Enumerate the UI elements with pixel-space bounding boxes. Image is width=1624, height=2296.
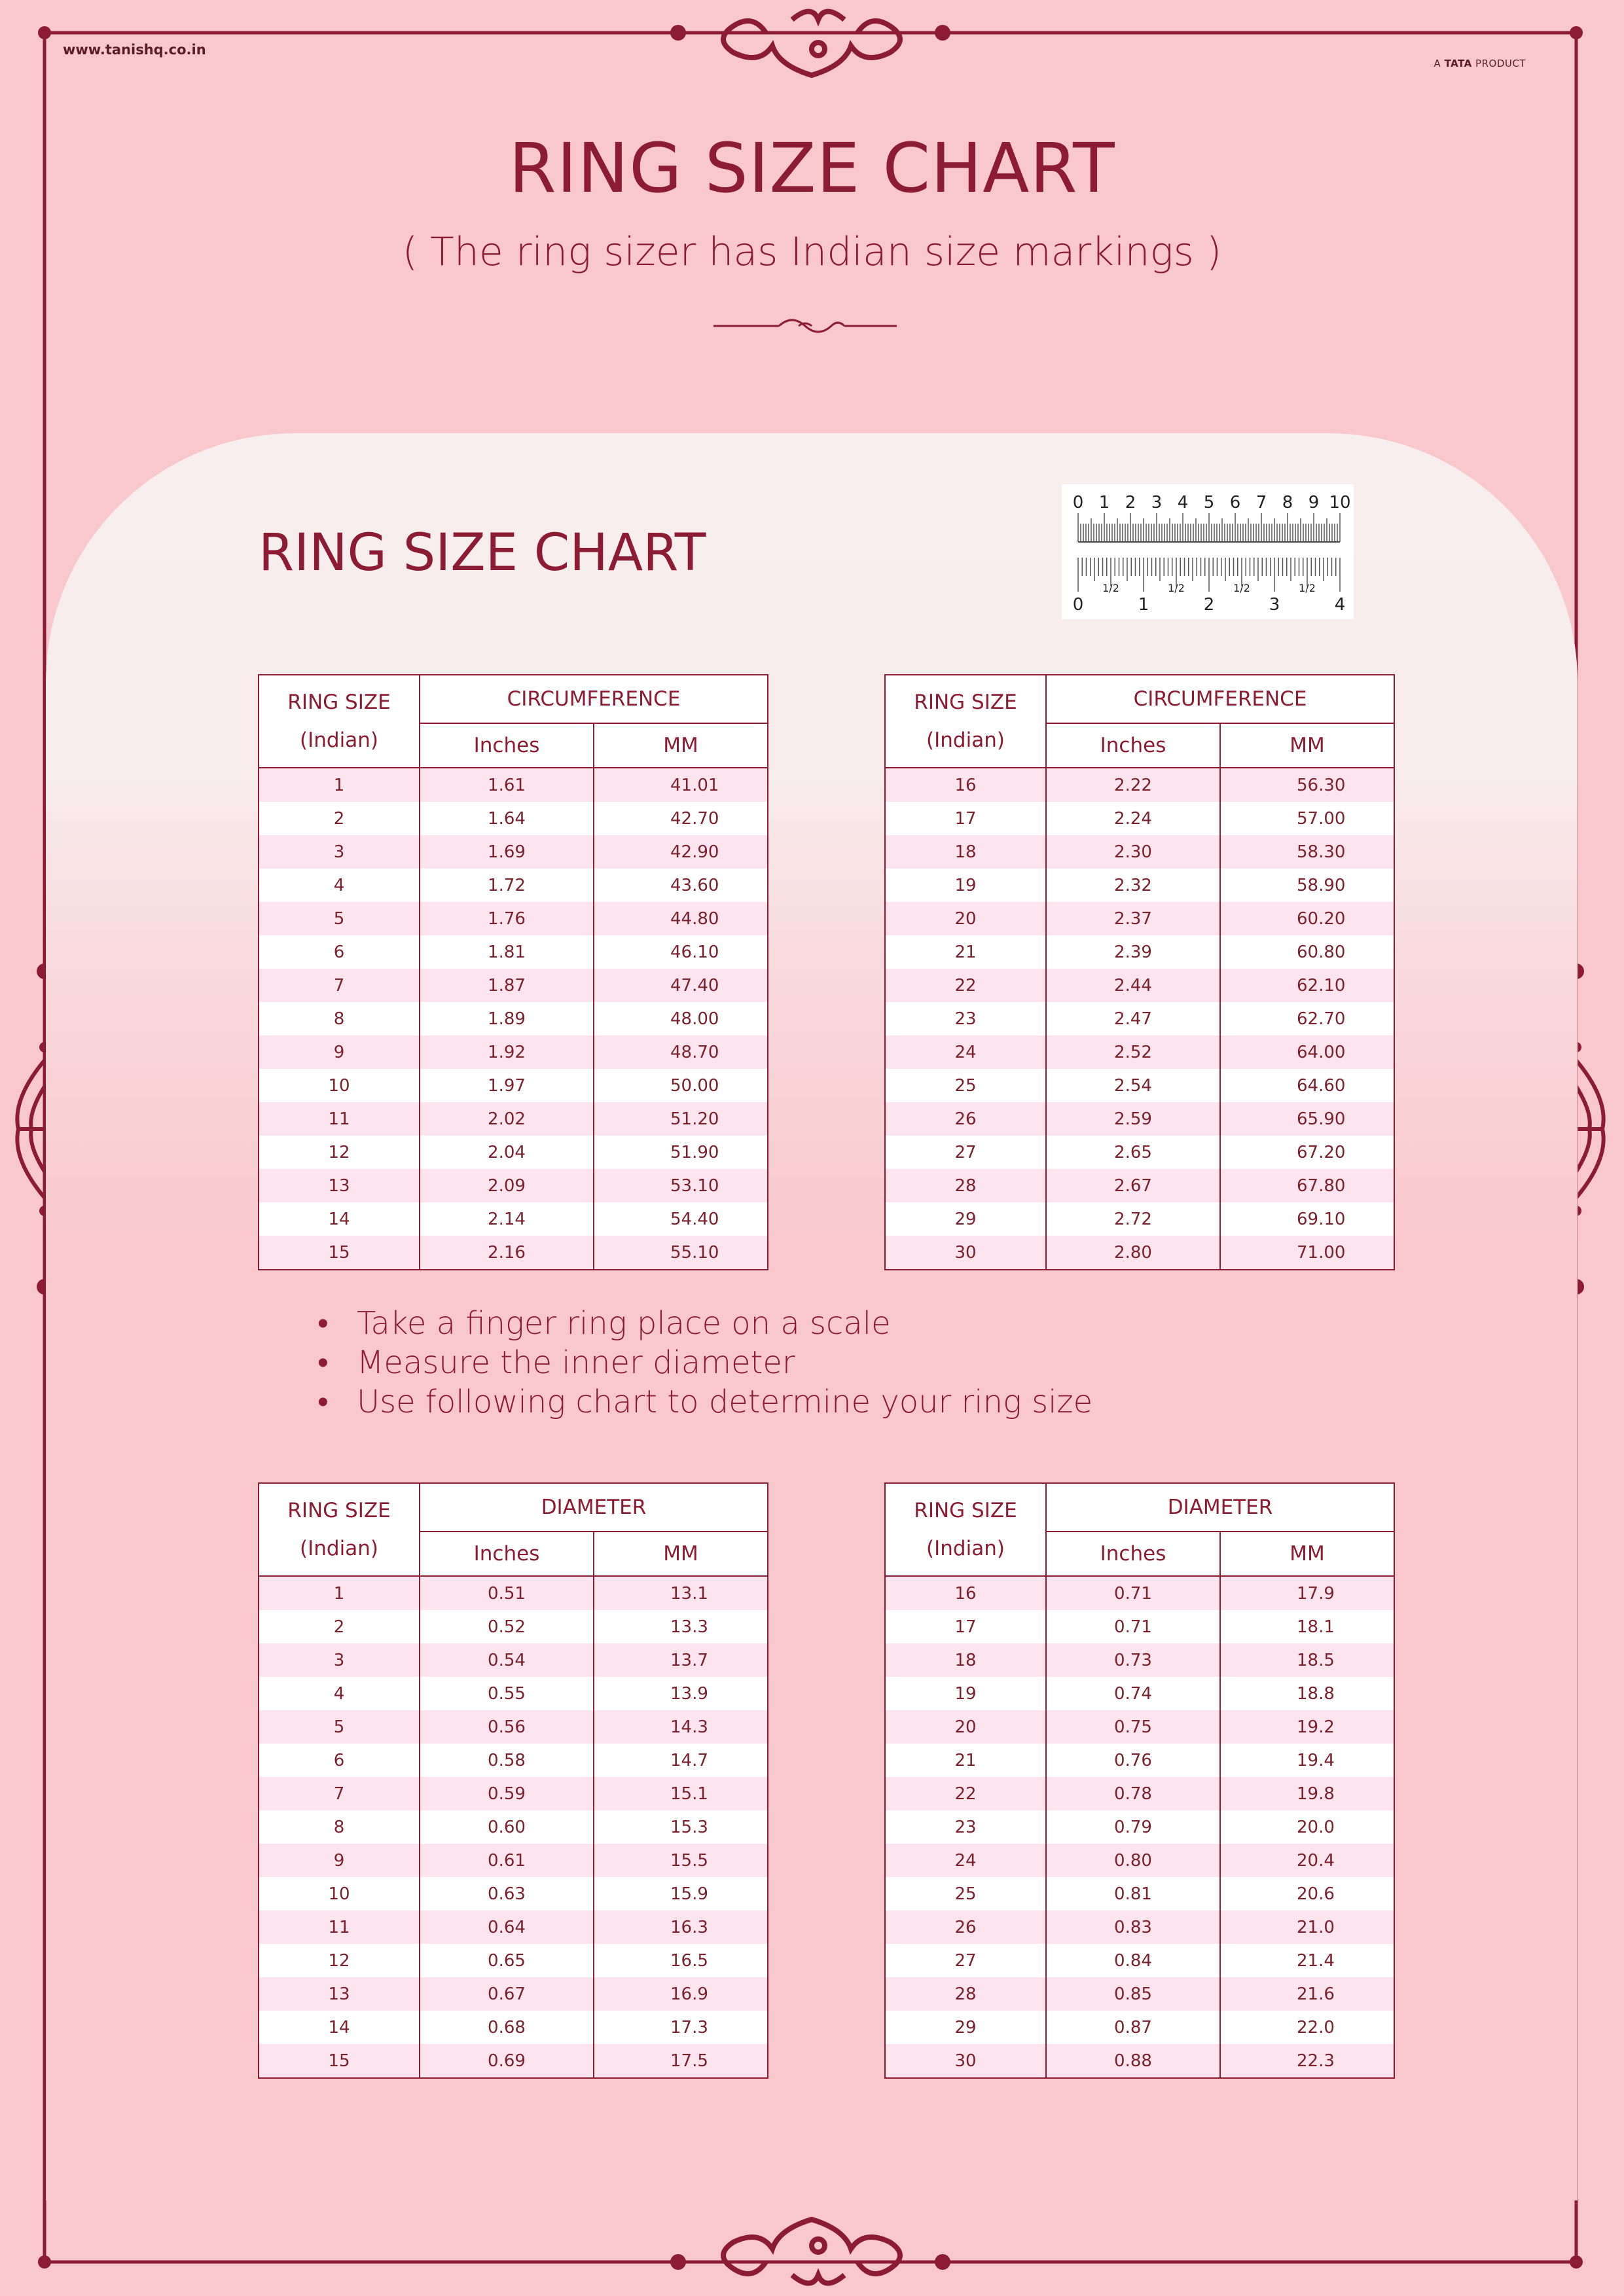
size-cell: 13 bbox=[259, 1169, 420, 1202]
table-row bbox=[885, 835, 1394, 869]
inches-cell: 0.71 bbox=[1046, 1576, 1220, 1610]
mm-cell: 19.4 bbox=[1220, 1744, 1394, 1777]
inches-cell: 2.54 bbox=[1046, 1069, 1220, 1102]
inches-cell: 0.59 bbox=[420, 1777, 594, 1810]
mm-cell: 50.00 bbox=[594, 1069, 768, 1102]
inches-cell: 0.69 bbox=[420, 2044, 594, 2078]
size-cell: 2 bbox=[259, 1610, 420, 1643]
inches-cell: 2.32 bbox=[1046, 869, 1220, 902]
table-row bbox=[259, 1169, 768, 1202]
mm-cell: 51.90 bbox=[594, 1136, 768, 1169]
website-url[interactable]: www.tanishq.co.in bbox=[63, 42, 206, 58]
table-row bbox=[885, 1035, 1394, 1069]
table-row bbox=[885, 1102, 1394, 1136]
circumference-table-right bbox=[884, 674, 1395, 1270]
table-row bbox=[885, 1169, 1394, 1202]
mm-header: MM bbox=[594, 1532, 768, 1576]
table-row bbox=[885, 2044, 1394, 2078]
size-cell: 19 bbox=[885, 869, 1046, 902]
size-cell: 11 bbox=[259, 1102, 420, 1136]
table-row bbox=[885, 1744, 1394, 1777]
table-row bbox=[259, 2044, 768, 2078]
mm-cell: 42.90 bbox=[594, 835, 768, 869]
mm-cell: 15.5 bbox=[594, 1844, 768, 1877]
size-cell: 16 bbox=[885, 1576, 1046, 1610]
size-cell: 29 bbox=[885, 1202, 1046, 1236]
inches-cell: 0.58 bbox=[420, 1744, 594, 1777]
ring-size-header: RING SIZE (Indian) bbox=[259, 675, 420, 768]
inches-cell: 0.79 bbox=[1046, 1810, 1220, 1844]
mm-cell: 19.2 bbox=[1220, 1710, 1394, 1744]
size-cell: 9 bbox=[259, 1035, 420, 1069]
size-cell: 24 bbox=[885, 1844, 1046, 1877]
mm-cell: 16.3 bbox=[594, 1910, 768, 1944]
table-row bbox=[259, 1069, 768, 1102]
mm-cell: 71.00 bbox=[1220, 1236, 1394, 1270]
ring-size-header: RING SIZE (Indian) bbox=[885, 1483, 1046, 1576]
size-cell: 8 bbox=[259, 1002, 420, 1035]
table-row bbox=[259, 869, 768, 902]
mm-header: MM bbox=[1220, 1532, 1394, 1576]
mm-cell: 62.10 bbox=[1220, 969, 1394, 1002]
title-flourish-icon bbox=[713, 320, 897, 332]
mm-cell: 15.3 bbox=[594, 1810, 768, 1844]
table-row bbox=[885, 935, 1394, 969]
size-cell: 22 bbox=[885, 969, 1046, 1002]
mm-cell: 17.9 bbox=[1220, 1576, 1394, 1610]
table-row bbox=[259, 1710, 768, 1744]
table-row bbox=[885, 1002, 1394, 1035]
size-cell: 25 bbox=[885, 1069, 1046, 1102]
inches-header: Inches bbox=[420, 1532, 594, 1576]
inches-cell: 1.87 bbox=[420, 969, 594, 1002]
inches-cell: 0.61 bbox=[420, 1844, 594, 1877]
size-cell: 12 bbox=[259, 1944, 420, 1977]
table-row bbox=[259, 1136, 768, 1169]
instruction-item: • Take a finger ring place on a scale bbox=[317, 1304, 1092, 1343]
inches-cell: 0.73 bbox=[1046, 1643, 1220, 1677]
inches-cell: 0.83 bbox=[1046, 1910, 1220, 1944]
size-cell: 5 bbox=[259, 902, 420, 935]
table-row bbox=[885, 1844, 1394, 1877]
inches-cell: 0.56 bbox=[420, 1710, 594, 1744]
inches-cell: 2.65 bbox=[1046, 1136, 1220, 1169]
ring-size-header: RING SIZE (Indian) bbox=[259, 1483, 420, 1576]
mm-cell: 15.9 bbox=[594, 1877, 768, 1910]
size-cell: 14 bbox=[259, 2011, 420, 2044]
ring-size-header: RING SIZE (Indian) bbox=[885, 675, 1046, 768]
mm-cell: 17.5 bbox=[594, 2044, 768, 2078]
size-cell: 20 bbox=[885, 902, 1046, 935]
inches-cell: 0.84 bbox=[1046, 1944, 1220, 1977]
top-ornament-icon bbox=[723, 12, 900, 76]
size-cell: 16 bbox=[885, 768, 1046, 802]
inches-cell: 0.74 bbox=[1046, 1677, 1220, 1710]
table-row bbox=[259, 1877, 768, 1910]
table-row bbox=[259, 1610, 768, 1643]
table-row bbox=[885, 1944, 1394, 1977]
diameter-header: DIAMETER bbox=[420, 1483, 768, 1532]
ruler-half-label: 1/2 bbox=[1168, 582, 1185, 594]
inches-cell: 2.24 bbox=[1046, 802, 1220, 835]
mm-cell: 20.0 bbox=[1220, 1810, 1394, 1844]
inches-cell: 2.59 bbox=[1046, 1102, 1220, 1136]
table-row bbox=[885, 2011, 1394, 2044]
table-row bbox=[259, 1102, 768, 1136]
inches-cell: 1.81 bbox=[420, 935, 594, 969]
circumference-header: CIRCUMFERENCE bbox=[1046, 675, 1394, 723]
size-cell: 28 bbox=[885, 1169, 1046, 1202]
mm-cell: 48.70 bbox=[594, 1035, 768, 1069]
diameter-table-right bbox=[884, 1482, 1395, 2079]
inches-header: Inches bbox=[1046, 1532, 1220, 1576]
inches-cell: 1.92 bbox=[420, 1035, 594, 1069]
size-cell: 7 bbox=[259, 1777, 420, 1810]
inches-cell: 2.04 bbox=[420, 1136, 594, 1169]
mm-header: MM bbox=[1220, 723, 1394, 768]
mm-cell: 13.3 bbox=[594, 1610, 768, 1643]
inches-cell: 0.68 bbox=[420, 2011, 594, 2044]
size-cell: 6 bbox=[259, 1744, 420, 1777]
panel-title: RING SIZE CHART bbox=[259, 524, 706, 583]
inches-cell: 0.52 bbox=[420, 1610, 594, 1643]
mm-cell: 67.80 bbox=[1220, 1169, 1394, 1202]
inches-cell: 2.14 bbox=[420, 1202, 594, 1236]
size-cell: 23 bbox=[885, 1810, 1046, 1844]
mm-cell: 18.1 bbox=[1220, 1610, 1394, 1643]
inches-cell: 2.22 bbox=[1046, 768, 1220, 802]
table-row bbox=[259, 1202, 768, 1236]
table-row bbox=[259, 2011, 768, 2044]
mm-cell: 64.00 bbox=[1220, 1035, 1394, 1069]
table-row bbox=[885, 902, 1394, 935]
size-cell: 23 bbox=[885, 1002, 1046, 1035]
inches-cell: 2.16 bbox=[420, 1236, 594, 1270]
mm-cell: 22.3 bbox=[1220, 2044, 1394, 2078]
mm-cell: 17.3 bbox=[594, 2011, 768, 2044]
mm-cell: 60.80 bbox=[1220, 935, 1394, 969]
table-row bbox=[885, 768, 1394, 802]
ruler-mm-label: 9 bbox=[1308, 493, 1320, 512]
size-cell: 6 bbox=[259, 935, 420, 969]
inches-cell: 0.64 bbox=[420, 1910, 594, 1944]
size-cell: 15 bbox=[259, 1236, 420, 1270]
ruler-inch-label: 1 bbox=[1138, 595, 1149, 615]
size-cell: 1 bbox=[259, 768, 420, 802]
mm-cell: 64.60 bbox=[1220, 1069, 1394, 1102]
inches-cell: 2.72 bbox=[1046, 1202, 1220, 1236]
inches-cell: 0.67 bbox=[420, 1977, 594, 2011]
size-cell: 7 bbox=[259, 969, 420, 1002]
mm-cell: 20.4 bbox=[1220, 1844, 1394, 1877]
size-cell: 24 bbox=[885, 1035, 1046, 1069]
mm-cell: 22.0 bbox=[1220, 2011, 1394, 2044]
ruler-mm-label: 10 bbox=[1329, 493, 1351, 512]
mm-cell: 16.9 bbox=[594, 1977, 768, 2011]
size-cell: 20 bbox=[885, 1710, 1046, 1744]
mm-cell: 58.90 bbox=[1220, 869, 1394, 902]
size-cell: 30 bbox=[885, 2044, 1046, 2078]
mm-cell: 55.10 bbox=[594, 1236, 768, 1270]
inches-cell: 0.88 bbox=[1046, 2044, 1220, 2078]
inches-cell: 2.09 bbox=[420, 1169, 594, 1202]
ruler-half-label: 1/2 bbox=[1299, 582, 1316, 594]
circumference-header: CIRCUMFERENCE bbox=[420, 675, 768, 723]
mm-cell: 57.00 bbox=[1220, 802, 1394, 835]
page-title: RING SIZE CHART bbox=[509, 128, 1115, 208]
size-cell: 30 bbox=[885, 1236, 1046, 1270]
size-cell: 10 bbox=[259, 1069, 420, 1102]
size-cell: 4 bbox=[259, 869, 420, 902]
table-row bbox=[259, 1744, 768, 1777]
size-cell: 4 bbox=[259, 1677, 420, 1710]
inches-cell: 0.87 bbox=[1046, 2011, 1220, 2044]
inches-cell: 2.37 bbox=[1046, 902, 1220, 935]
size-cell: 22 bbox=[885, 1777, 1046, 1810]
mm-cell: 44.80 bbox=[594, 902, 768, 935]
table-row bbox=[259, 1944, 768, 1977]
ruler-inch-label: 0 bbox=[1072, 595, 1084, 615]
table-row bbox=[885, 869, 1394, 902]
size-cell: 3 bbox=[259, 1643, 420, 1677]
inches-header: Inches bbox=[420, 723, 594, 768]
size-cell: 17 bbox=[885, 1610, 1046, 1643]
mm-cell: 14.7 bbox=[594, 1744, 768, 1777]
inches-cell: 0.85 bbox=[1046, 1977, 1220, 2011]
table-row bbox=[885, 1910, 1394, 1944]
mm-cell: 62.70 bbox=[1220, 1002, 1394, 1035]
table-row bbox=[885, 1610, 1394, 1643]
table-row bbox=[259, 1002, 768, 1035]
ruler-mm-label: 8 bbox=[1282, 493, 1293, 512]
bottom-ornament-icon bbox=[723, 2219, 900, 2284]
inches-cell: 0.60 bbox=[420, 1810, 594, 1844]
table-row bbox=[259, 768, 768, 802]
inches-cell: 2.47 bbox=[1046, 1002, 1220, 1035]
mm-cell: 69.10 bbox=[1220, 1202, 1394, 1236]
mm-cell: 42.70 bbox=[594, 802, 768, 835]
inches-cell: 2.44 bbox=[1046, 969, 1220, 1002]
table-row bbox=[885, 1643, 1394, 1677]
table-row bbox=[259, 1844, 768, 1877]
table-row bbox=[885, 1202, 1394, 1236]
mm-cell: 54.40 bbox=[594, 1202, 768, 1236]
size-cell: 19 bbox=[885, 1677, 1046, 1710]
mm-cell: 21.0 bbox=[1220, 1910, 1394, 1944]
instruction-item: • Use following chart to determine your ring size bbox=[317, 1382, 1092, 1422]
size-cell: 5 bbox=[259, 1710, 420, 1744]
mm-cell: 58.30 bbox=[1220, 835, 1394, 869]
mm-cell: 13.7 bbox=[594, 1643, 768, 1677]
inches-cell: 2.52 bbox=[1046, 1035, 1220, 1069]
inches-cell: 1.97 bbox=[420, 1069, 594, 1102]
mm-cell: 21.4 bbox=[1220, 1944, 1394, 1977]
inches-cell: 0.65 bbox=[420, 1944, 594, 1977]
diameter-header: DIAMETER bbox=[1046, 1483, 1394, 1532]
size-cell: 2 bbox=[259, 802, 420, 835]
mm-cell: 53.10 bbox=[594, 1169, 768, 1202]
table-row bbox=[885, 1810, 1394, 1844]
inches-cell: 0.78 bbox=[1046, 1777, 1220, 1810]
table-row bbox=[259, 1810, 768, 1844]
ruler-mm-label: 6 bbox=[1229, 493, 1241, 512]
size-cell: 29 bbox=[885, 2011, 1046, 2044]
size-cell: 27 bbox=[885, 1136, 1046, 1169]
inches-cell: 1.64 bbox=[420, 802, 594, 835]
size-cell: 9 bbox=[259, 1844, 420, 1877]
table-row bbox=[885, 1136, 1394, 1169]
table-row bbox=[885, 1069, 1394, 1102]
mm-cell: 16.5 bbox=[594, 1944, 768, 1977]
size-cell: 18 bbox=[885, 1643, 1046, 1677]
mm-cell: 18.5 bbox=[1220, 1643, 1394, 1677]
size-cell: 27 bbox=[885, 1944, 1046, 1977]
table-row bbox=[259, 802, 768, 835]
inches-header: Inches bbox=[1046, 723, 1220, 768]
inches-cell: 1.69 bbox=[420, 835, 594, 869]
ruler-mm-label: 7 bbox=[1255, 493, 1267, 512]
inches-cell: 1.72 bbox=[420, 869, 594, 902]
mm-cell: 65.90 bbox=[1220, 1102, 1394, 1136]
inches-cell: 0.54 bbox=[420, 1643, 594, 1677]
inches-cell: 1.76 bbox=[420, 902, 594, 935]
size-cell: 25 bbox=[885, 1877, 1046, 1910]
ruler-mm-label: 3 bbox=[1151, 493, 1163, 512]
size-cell: 11 bbox=[259, 1910, 420, 1944]
brand-tag: A TATA PRODUCT bbox=[1434, 58, 1526, 69]
table-row bbox=[259, 1035, 768, 1069]
size-cell: 18 bbox=[885, 835, 1046, 869]
inches-cell: 0.63 bbox=[420, 1877, 594, 1910]
size-cell: 1 bbox=[259, 1576, 420, 1610]
inches-cell: 0.80 bbox=[1046, 1844, 1220, 1877]
table-row bbox=[259, 1777, 768, 1810]
ruler-mm-label: 5 bbox=[1203, 493, 1215, 512]
ruler-mm-label: 2 bbox=[1125, 493, 1136, 512]
size-cell: 26 bbox=[885, 1102, 1046, 1136]
mm-cell: 67.20 bbox=[1220, 1136, 1394, 1169]
size-cell: 14 bbox=[259, 1202, 420, 1236]
instruction-item: • Measure the inner diameter bbox=[317, 1343, 1092, 1382]
inches-cell: 2.30 bbox=[1046, 835, 1220, 869]
inches-cell: 2.67 bbox=[1046, 1169, 1220, 1202]
mm-cell: 51.20 bbox=[594, 1102, 768, 1136]
inches-cell: 0.76 bbox=[1046, 1744, 1220, 1777]
size-cell: 12 bbox=[259, 1136, 420, 1169]
table-row bbox=[259, 935, 768, 969]
size-cell: 26 bbox=[885, 1910, 1046, 1944]
circumference-table-left bbox=[258, 674, 768, 1270]
size-cell: 17 bbox=[885, 802, 1046, 835]
table-row bbox=[885, 1777, 1394, 1810]
inches-cell: 2.02 bbox=[420, 1102, 594, 1136]
size-cell: 15 bbox=[259, 2044, 420, 2078]
ruler-mm-label: 1 bbox=[1098, 493, 1110, 512]
ruler-half-label: 1/2 bbox=[1233, 582, 1250, 594]
mm-cell: 20.6 bbox=[1220, 1877, 1394, 1910]
mm-cell: 46.10 bbox=[594, 935, 768, 969]
mm-cell: 14.3 bbox=[594, 1710, 768, 1744]
table-row bbox=[259, 1910, 768, 1944]
table-row bbox=[885, 1677, 1394, 1710]
table-row bbox=[885, 1977, 1394, 2011]
size-cell: 21 bbox=[885, 1744, 1046, 1777]
mm-cell: 47.40 bbox=[594, 969, 768, 1002]
inches-cell: 2.80 bbox=[1046, 1236, 1220, 1270]
ruler-inch-label: 3 bbox=[1269, 595, 1280, 615]
mm-cell: 21.6 bbox=[1220, 1977, 1394, 2011]
size-cell: 8 bbox=[259, 1810, 420, 1844]
mm-cell: 60.20 bbox=[1220, 902, 1394, 935]
size-cell: 21 bbox=[885, 935, 1046, 969]
table-row bbox=[885, 969, 1394, 1002]
page-subtitle: ( The ring sizer has Indian size markings ) bbox=[402, 229, 1222, 275]
inches-cell: 0.75 bbox=[1046, 1710, 1220, 1744]
size-cell: 13 bbox=[259, 1977, 420, 2011]
inches-cell: 1.89 bbox=[420, 1002, 594, 1035]
instructions-list bbox=[317, 1304, 1092, 1422]
ruler-mm-label: 4 bbox=[1177, 493, 1189, 512]
table-row bbox=[259, 835, 768, 869]
inches-cell: 0.51 bbox=[420, 1576, 594, 1610]
table-row bbox=[259, 1977, 768, 2011]
size-cell: 3 bbox=[259, 835, 420, 869]
mm-cell: 56.30 bbox=[1220, 768, 1394, 802]
mm-cell: 15.1 bbox=[594, 1777, 768, 1810]
table-row bbox=[885, 802, 1394, 835]
ruler-scale bbox=[1062, 484, 1354, 619]
diameter-table-left bbox=[258, 1482, 768, 2079]
ruler-mm-label: 0 bbox=[1072, 493, 1084, 512]
size-cell: 28 bbox=[885, 1977, 1046, 2011]
table-row bbox=[259, 1236, 768, 1270]
mm-header: MM bbox=[594, 723, 768, 768]
ruler-half-label: 1/2 bbox=[1102, 582, 1119, 594]
inches-cell: 2.39 bbox=[1046, 935, 1220, 969]
mm-cell: 48.00 bbox=[594, 1002, 768, 1035]
mm-cell: 13.1 bbox=[594, 1576, 768, 1610]
table-row bbox=[259, 1677, 768, 1710]
table-row bbox=[259, 969, 768, 1002]
mm-cell: 13.9 bbox=[594, 1677, 768, 1710]
inches-cell: 1.61 bbox=[420, 768, 594, 802]
inches-cell: 0.81 bbox=[1046, 1877, 1220, 1910]
table-row bbox=[259, 1643, 768, 1677]
size-cell: 10 bbox=[259, 1877, 420, 1910]
ruler-inch-label: 2 bbox=[1203, 595, 1215, 615]
inches-cell: 0.71 bbox=[1046, 1610, 1220, 1643]
mm-cell: 19.8 bbox=[1220, 1777, 1394, 1810]
table-row bbox=[885, 1236, 1394, 1270]
ruler-inch-label: 4 bbox=[1334, 595, 1346, 615]
mm-cell: 43.60 bbox=[594, 869, 768, 902]
table-row bbox=[885, 1576, 1394, 1610]
table-row bbox=[885, 1877, 1394, 1910]
mm-cell: 41.01 bbox=[594, 768, 768, 802]
table-row bbox=[259, 902, 768, 935]
mm-cell: 18.8 bbox=[1220, 1677, 1394, 1710]
table-row bbox=[259, 1576, 768, 1610]
table-row bbox=[885, 1710, 1394, 1744]
inches-cell: 0.55 bbox=[420, 1677, 594, 1710]
